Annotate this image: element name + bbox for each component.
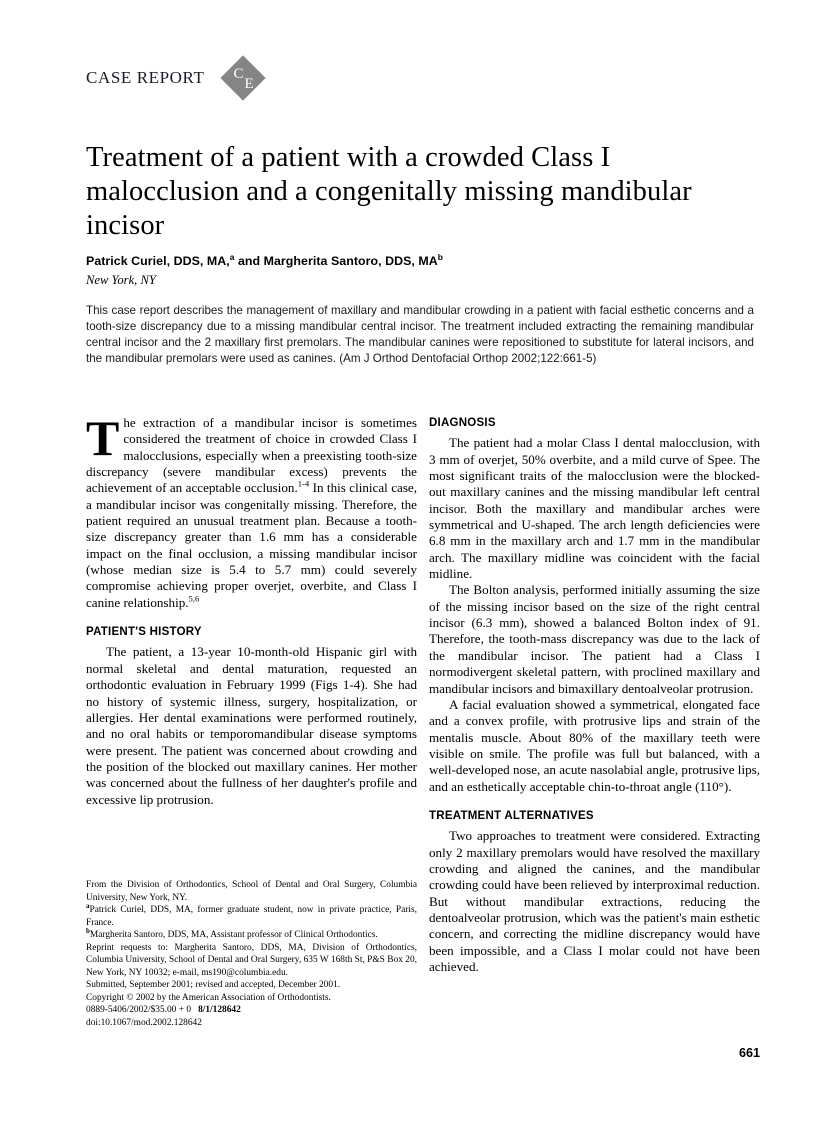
citation-1-4: 1-4 <box>297 479 310 490</box>
author-footnote-marker-a: a <box>229 251 235 262</box>
footnote-issn-line <box>86 1004 417 1017</box>
intro-text-part2: In this clinical case, a mandibular incisor was congenitally missing. Therefore, the patient required an unusual treatment plan. Because a tooth-size discrepancy greater than 1.6 mm has a considerable impact on the final occlusion, a missing mandibular incisor (whose median size is 5.4 to 5.7 mm) could severely compromise achieving proper overjet, overbite, and Class I canine relationship. <box>86 480 417 610</box>
footnote-block <box>86 879 417 1029</box>
footnote-author-b-text: Margherita Santoro, DDS, MA, Assistant professor of Clinical Orthodontics. <box>89 930 378 940</box>
footnote-issn: 0889-5406/2002/$35.00 + 0 <box>86 1005 192 1015</box>
footnote-affiliation: From the Division of Orthodontics, School of Dental and Oral Surgery, Columbia University, New York, NY. <box>86 880 417 903</box>
section-heading-treatment-alternatives: TREATMENT ALTERNATIVES <box>429 809 594 822</box>
logo-letter-e: E <box>244 76 254 92</box>
right-column <box>429 415 760 975</box>
footnote-marker-b: b <box>86 926 90 935</box>
drop-cap: T <box>86 410 120 466</box>
footnote-author-b <box>86 926 417 942</box>
treatment-alternatives-paragraph-1: Two approaches to treatment were considered. Extracting only 2 maxillary premolars would have resolved the maxillary crowding and aligned the canines, and the mandibular crowding could have been relieved by interproximal reduction. But without mandibular extractions, reducing the dentoalveolar protrusion, which was the patient's main esthetic concern, and correcting the midline discrepancy would have been impossible, and a Class I molar could not have been achieved. <box>429 828 760 974</box>
intro-text-part1: he extraction of a mandibular incisor is sometimes considered the treatment of choice in crowded Class I malocclusions, especially when a preexisting tooth-size discrepancy (severe mandibular excess) prevents the achievement of an acceptable occlusion. <box>86 415 417 496</box>
footnote-article-code: 8/1/128642 <box>198 1005 241 1015</box>
diagnosis-paragraph-3: A facial evaluation showed a symmetrical, elongated face and a convex profile, with protrusive lips and strain of the mentalis muscle. About 80% of the maxillary teeth were visible on smile. The profile was full but balanced, with a well-developed nose, an acute nasolabial angle, protrusive lips, and an esthetically acceptable chin-to-throat angle (110°). <box>429 696 760 794</box>
footnote-reprint-requests: Reprint requests to: Margherita Santoro, DDS, MA, Division of Orthodontics, Columbia University, School of Dental and Oral Surgery, 635 W 168th St, P&S Box 20, New York, NY 10032; e-mail, ms190@columbia.edu. <box>86 942 417 978</box>
author-names-part2: and Margherita Santoro, DDS, MA <box>234 254 438 268</box>
author-location: New York, NY <box>86 273 156 287</box>
intro-paragraph <box>86 410 417 611</box>
section-heading-patients-history: PATIENT'S HISTORY <box>86 626 202 639</box>
logo-letter-c: C <box>233 66 244 82</box>
footnote-marker-a: a <box>86 901 90 910</box>
author-names-part1: Patrick Curiel, DDS, MA, <box>86 254 230 268</box>
author-list <box>86 251 746 268</box>
citation-5-6: 5,6 <box>188 593 200 604</box>
page-number: 661 <box>738 1046 760 1060</box>
footnote-author-a <box>86 901 417 929</box>
left-column <box>86 410 417 808</box>
running-head <box>86 52 706 104</box>
continuing-education-logo <box>220 55 266 101</box>
section-heading-diagnosis: DIAGNOSIS <box>429 417 496 429</box>
diagnosis-paragraph-2: The Bolton analysis, performed initially assuming the size of the missing incisor based on the size of the right central incisor (6.3 mm), showed a balanced Bolton index of 91. Therefore, the tooth-mass discrepancy was due to the lack of the mandibular incisor. The patient had a Class I normodivergent skeletal pattern, with proclined maxillary and mandibular incisors and bimaxillary dentoalveolar protrusion. <box>429 582 760 696</box>
footnote-author-a-text: Patrick Curiel, DDS, MA, former graduate student, now in private practice, Paris, France. <box>86 905 417 928</box>
footnote-copyright: Copyright © 2002 by the American Association of Orthodontists. <box>86 992 331 1003</box>
abstract-text: This case report describes the management of maxillary and mandibular crowding in a patient with facial esthetic concerns and a tooth-size discrepancy due to a missing mandibular central incisor. The treatment included extracting the remaining mandibular central incisor and the 2 maxillary first premolars. The mandibular canines were repositioned to substitute for lateral incisors, and the mandibular premolars were used as canines. (Am J Orthod Dentofacial Orthop 2002;122:661-5) <box>86 304 754 366</box>
page-title: Treatment of a patient with a crowded Class I malocclusion and a congenitally missing mandibular incisor <box>86 142 692 242</box>
diagnosis-paragraph-1: The patient had a molar Class I dental malocclusion, with 3 mm of overjet, 50% overbite, and a mild curve of Spee. The most significant traits of the malocclusion were the blocked-out maxillary canines and the missing mandibular left central incisor. Both the maxillary and mandibular arches were symmetrical and U-shaped. The arch length deficiencies were 6.8 mm in the maxillary arch and 1.7 mm in the mandibular arch. The maxillary midline was coincident with the facial midline. <box>429 435 760 582</box>
footnote-submitted-dates: Submitted, September 2001; revised and accepted, December 2001. <box>86 980 341 990</box>
footnote-doi: doi:10.1067/mod.2002.128642 <box>86 1017 202 1028</box>
case-report-label: CASE REPORT <box>86 68 205 87</box>
author-footnote-marker-b: b <box>437 251 443 262</box>
patients-history-paragraph: The patient, a 13-year 10-month-old Hispanic girl with normal skeletal and dental maturation, requested an orthodontic evaluation in February 1999 (Figs 1-4). She had no history of systemic illness, surgery, hospitalization, or allergies. Her dental examinations were performed routinely, and no oral habits or temporomandibular disease symptoms were present. The patient was concerned about crowding and the position of the blocked out maxillary canines. Her mother was concerned about the fullness of her daughter's profile and excessive lip protrusion. <box>86 644 417 807</box>
